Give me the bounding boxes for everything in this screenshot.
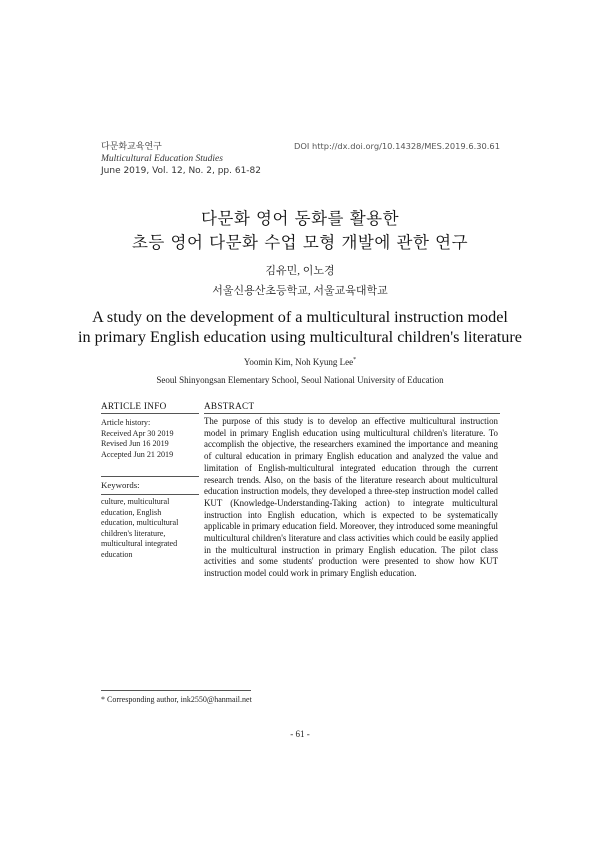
journal-name-ko: 다문화교육연구 xyxy=(101,142,162,152)
accepted-date: Accepted Jun 21 2019 xyxy=(101,449,174,459)
keywords-heading-rule xyxy=(101,494,199,495)
journal-name-en: Multicultural Education Studies xyxy=(101,154,223,164)
keyword-line: multicultural integrated xyxy=(101,539,178,549)
abstract-top-rule xyxy=(204,413,500,414)
english-title-line-1: A study on the development of a multicultural instruction model xyxy=(92,308,508,326)
keyword-line: education, English xyxy=(101,507,162,517)
article-history xyxy=(101,418,201,460)
keywords-divider-rule xyxy=(101,476,199,477)
english-title-line-2: in primary English education using multicultural children's literature xyxy=(78,328,522,346)
article-info-heading: ARTICLE INFO xyxy=(101,401,167,411)
english-title xyxy=(0,307,600,347)
author-names: Yoomin Kim, Noh Kyung Lee xyxy=(243,357,354,367)
revised-date: Revised Jun 16 2019 xyxy=(101,439,169,449)
received-date: Received Apr 30 2019 xyxy=(101,428,174,438)
history-label: Article history: xyxy=(101,418,151,427)
keyword-line: culture, multicultural xyxy=(101,497,170,506)
journal-header xyxy=(101,141,261,177)
footnote-rule xyxy=(101,690,251,691)
english-authors xyxy=(0,357,600,367)
corresponding-author-mark: * xyxy=(353,357,357,363)
abstract-text: The purpose of this study is to develop an effective multicultural instruction model in primary English education using multicultural children's literature. To accomplish the objective, the researchers examined the importance and meaning of cultural education in primary English education and analyzed the value and limitation of English-multicultural integrated education through the current research trends. Also, on the basis of the literature research about multicultural education instruction models, they developed a three-step instruction model called KUT (Knowledge-Understanding-Taking action) to integrate multicultural instruction into English education, which is expected to be systematically applicable in primary education field. Moreover, they introduced some meaningful multicultural children's literature and class activities which could be easily applied in the multicultural instruction in primary English education. The pilot class activities and some students' production were presented to show how KUT instruction model could work in primary English education. xyxy=(204,416,498,579)
korean-title-line-1: 다문화 영어 동화를 활용한 xyxy=(200,209,400,228)
english-affiliation: Seoul Shinyongsan Elementary School, Seoul National University of Education xyxy=(156,375,444,385)
corresponding-author-footnote: * Corresponding author, ink2550@hanmail.net xyxy=(101,695,252,704)
keywords-list xyxy=(101,497,201,561)
korean-authors: 김유민, 이노경 xyxy=(265,265,335,277)
keyword-line: education, multicultural xyxy=(101,518,179,528)
page-number: - 61 - xyxy=(290,729,310,739)
doi-link[interactable]: DOI http://dx.doi.org/10.14328/MES.2019.6.30.61 xyxy=(293,141,500,151)
issue-info: June 2019, Vol. 12, No. 2, pp. 61-82 xyxy=(101,166,261,176)
korean-affiliation: 서울신용산초등학교, 서울교육대학교 xyxy=(212,285,388,297)
keyword-line: children's literature, xyxy=(101,528,166,538)
abstract-heading: ABSTRACT xyxy=(204,401,255,411)
article-info-top-rule xyxy=(101,413,199,414)
korean-title xyxy=(0,207,600,255)
keywords-heading: Keywords: xyxy=(101,480,140,490)
keyword-line: education xyxy=(101,549,133,559)
korean-title-line-2: 초등 영어 다문화 수업 모형 개발에 관한 연구 xyxy=(131,233,469,252)
